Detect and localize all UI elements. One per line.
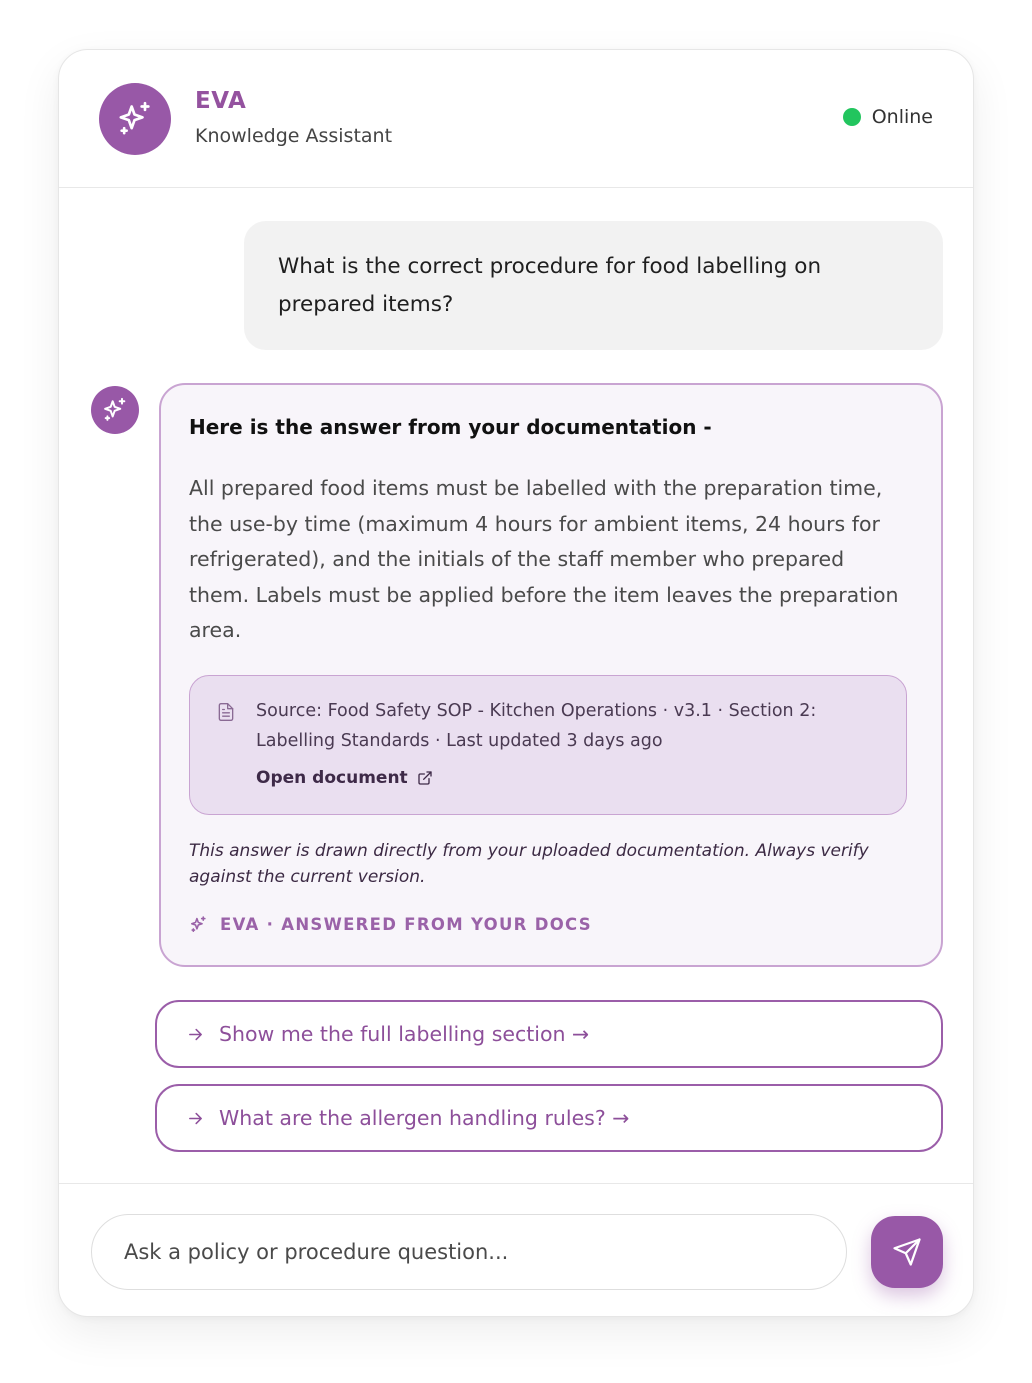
send-button[interactable]: [871, 1216, 943, 1288]
sparkles-icon: [115, 99, 155, 139]
assistant-name: EVA: [195, 88, 247, 114]
suggestion-allergen-rules[interactable]: [155, 1084, 943, 1152]
suggestion-full-labelling-section[interactable]: [155, 1000, 943, 1068]
external-link-icon: [417, 770, 433, 786]
sparkles-icon: [101, 396, 129, 424]
open-document-link[interactable]: [256, 768, 433, 788]
answer-disclaimer: This answer is drawn directly from your uploaded documentation. Always verify against the current version.: [189, 841, 869, 887]
status-dot-icon: [843, 108, 861, 126]
source-citation: [189, 675, 907, 815]
assistant-role: Knowledge Assistant: [195, 125, 393, 147]
send-icon: [892, 1237, 922, 1267]
answer-body: All prepared food items must be labelled with the preparation time, the use-by time (maximum 4 hours for ambient items, 24 hours for refrigerated), and the initials of the staff member who prepared them. Labels must be applied before the item leaves the preparation area.: [189, 476, 899, 642]
chat-window: [58, 49, 974, 1317]
chat-header: [59, 50, 973, 188]
status-label: Online: [871, 106, 933, 128]
suggestion-label: What are the allergen handling rules? →: [219, 1106, 630, 1130]
answer-heading: Here is the answer from your documentation -: [189, 415, 712, 439]
user-message: What is the correct procedure for food labelling on prepared items?: [244, 221, 943, 350]
assistant-answer: [159, 383, 943, 967]
document-icon: [216, 701, 236, 727]
suggestion-label: Show me the full labelling section →: [219, 1022, 590, 1046]
message-composer: [59, 1183, 973, 1317]
sparkles-icon: [189, 915, 208, 934]
question-input[interactable]: [91, 1214, 847, 1290]
open-document-label: Open document: [256, 768, 408, 788]
assistant-message-avatar: [91, 386, 139, 434]
answer-source-label: EVA · ANSWERED FROM YOUR DOCS: [220, 915, 592, 934]
arrow-right-icon: [187, 1110, 204, 1127]
assistant-avatar: [99, 83, 171, 155]
arrow-right-icon: [187, 1026, 204, 1043]
online-status: [843, 106, 933, 128]
answer-source-badge: [189, 915, 592, 934]
source-details: Source: Food Safety SOP - Kitchen Operations · v3.1 · Section 2: Labelling Standards · Last updated 3 days ago: [256, 701, 817, 751]
